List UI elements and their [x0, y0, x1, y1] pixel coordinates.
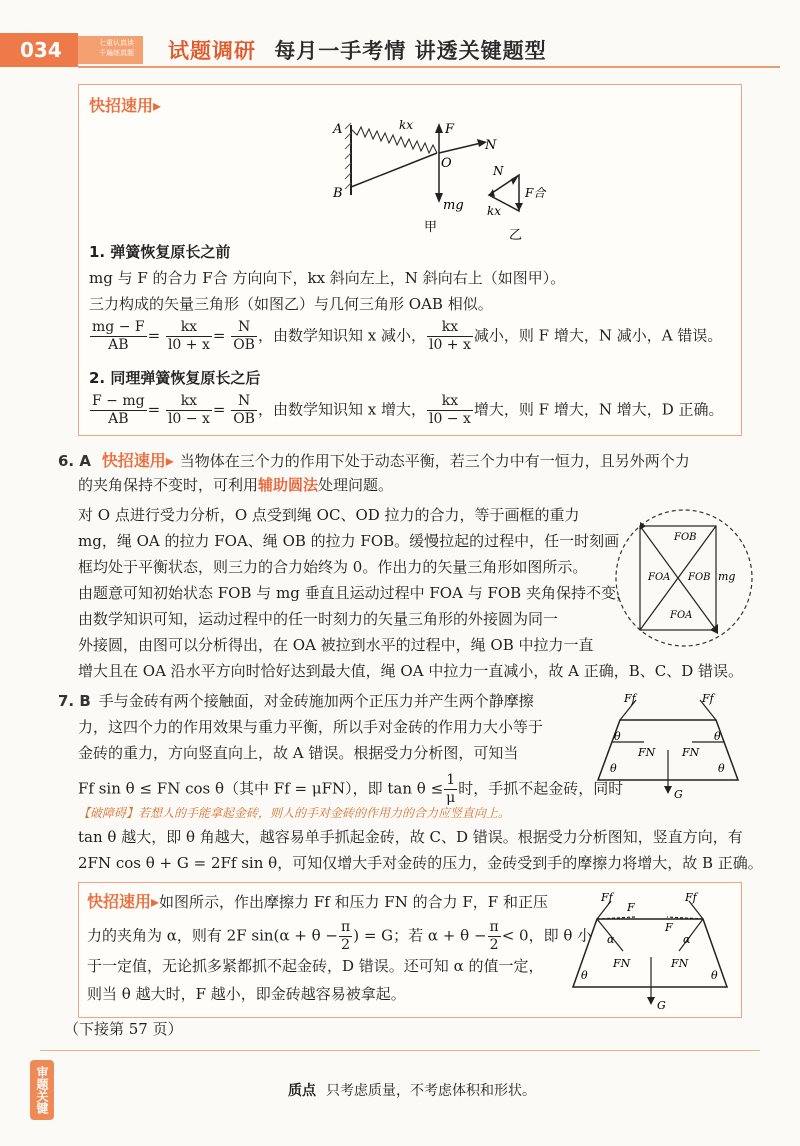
label-F: F [627, 901, 635, 914]
header-tagline: 七重认真读 千遍练真题 [99, 39, 134, 57]
label-FN: FN [638, 746, 656, 759]
label-FN: FN [671, 957, 689, 970]
fraction: $\frac{N}{OB}$ [233, 393, 255, 427]
label-mg: mg [718, 570, 736, 583]
paragraph: mg 与 F 的合力 F合 方向向下，kx 斜向左上，N 斜向右上（如图甲）。 [89, 269, 566, 287]
label-O: O [441, 156, 452, 171]
figure-yi [467, 155, 577, 245]
label-alpha: α [683, 933, 691, 946]
fraction: $\frac{N}{OB}$ [233, 319, 255, 353]
tip-box-1 [78, 84, 742, 436]
q6-body-line: 外接圆，由图可以分析得出，在 OA 被拉到水平的过程中，绳 OB 中拉力一直 [78, 636, 594, 654]
label-A: A [333, 122, 343, 137]
fraction: $\frac{\pi}{2}$ [489, 919, 499, 953]
section-heading: 1. 弹簧恢复原长之前 [89, 243, 231, 261]
box2-line-4: 则当 θ 越大时，F 越小，即金砖越容易被拿起。 [87, 985, 406, 1003]
label-Ff: Ff [624, 692, 636, 705]
label-kx: kx [399, 118, 414, 132]
q7-body-line: 力，这四个力的作用效果与重力平衡，所以手对金砖的作用力大小等于 [78, 718, 544, 736]
label-theta: θ [718, 762, 725, 775]
figure-gold-brick [590, 690, 750, 802]
figure-caption-jia: 甲 [424, 220, 438, 235]
footer-rule [40, 1050, 760, 1051]
label-mg: mg [443, 198, 464, 213]
label-FOB: FOB [674, 532, 697, 543]
label-N: N [485, 138, 497, 153]
q7-inequality-line: Ff sin θ ≤ FN cos θ（其中 Ff = μFN），即 tan θ ≤ $\frac{1}{\mu}$ 时，手抓不起金砖，同时 [78, 772, 624, 806]
label-G: G [657, 999, 666, 1012]
fraction: $\frac{kx}{l0 + x}$ [167, 319, 210, 353]
q7-body-line: 2FN cos θ + G = 2Ff sin θ，可知仅增大手对金砖的压力，金砖受到手的摩擦力将增大，故 B 正确。 [78, 854, 763, 872]
fraction: $\frac{kx}{l0 + x}$ [428, 319, 471, 353]
q7-body-line: 金砖的重力，方向竖直向上，故 A 错误。根据受力分析图，可知当 [78, 744, 519, 762]
q6-body-line: 框均处于平衡状态，则三力的合力始终为 0。作出力的矢量三角形如图所示。 [78, 558, 588, 576]
label-Ff: Ff [702, 692, 714, 705]
tip-box-2 [78, 882, 742, 1018]
box2-line-2: 力的夹角为 α，则有 2F sin(α + θ − $\frac{\pi}{2}$ ) = G；若 α + θ − $\frac{\pi}{2}$ < 0，即 θ 小 [87, 919, 593, 953]
label-FOA: FOA [648, 572, 671, 583]
label-F: F [445, 122, 455, 137]
q6-body-line: 由数学知识可知，运动过程中的任一时刻力的矢量三角形的外接圆为同一 [78, 610, 559, 628]
label-alpha: α [607, 933, 615, 946]
q6-body-line: mg，绳 OA 的拉力 FOA、绳 OB 的拉力 FOB。缓慢拉起的过程中，任一时刻画 [78, 532, 620, 550]
label-F: F [665, 921, 673, 934]
label-F-he: F合 [525, 186, 546, 200]
figure-caption-yi: 乙 [509, 228, 523, 243]
label-N: N [493, 164, 504, 178]
fraction: $\frac{kx}{l0 - x}$ [167, 393, 210, 427]
q7-body-line: tan θ 越大，即 θ 角越大，越容易单手抓起金砖，故 C、D 错误。根据受力分析图知，竖直方向，有 [78, 828, 743, 846]
figure-force-composition [567, 887, 737, 1015]
tip-box-label: 快招速用▸ [89, 96, 162, 115]
figure-auxiliary-circle [612, 506, 762, 656]
footer-definition: 质点 只考虑质量，不考虑体积和形状。 [288, 1083, 536, 1099]
label-theta: θ [581, 969, 588, 982]
label-G: G [674, 788, 683, 801]
label-theta: θ [614, 730, 621, 743]
label-FN: FN [682, 746, 700, 759]
label-FOA: FOA [670, 610, 693, 621]
label-Ff: Ff [601, 891, 613, 904]
q6-body-line: 增大且在 OA 沿水平方向时恰好达到最大值，绳 OA 中拉力一直减小，故 A 正确，B、C、D 错误。 [78, 662, 743, 680]
label-theta: θ [610, 762, 617, 775]
label-Ff: Ff [685, 891, 697, 904]
page-header [0, 0, 800, 75]
fraction: $\frac{mg - F}{AB}$ [92, 319, 145, 353]
annotation-note: 【破障碍】若想人的手能拿起金砖，则人的手对金砖的作用力的合力应竖直向上。 [78, 806, 511, 820]
section-heading: 2. 同理弹簧恢复原长之后 [89, 369, 261, 387]
highlight-term: 辅助圆法 [258, 476, 319, 494]
fraction: $\frac{1}{\mu}$ [446, 772, 456, 806]
label-kx: kx [487, 204, 502, 218]
label-theta: θ [711, 969, 718, 982]
continued-note: （下接第 57 页） [64, 1020, 183, 1038]
fraction: $\frac{kx}{l0 - x}$ [428, 393, 471, 427]
q6-body-line: 由题意可知初始状态 FOB 与 mg 垂直且运动过程中 FOA 与 FOB 夹角保持不变， [78, 584, 631, 602]
fraction: $\frac{F - mg}{AB}$ [92, 393, 145, 427]
label-B: B [333, 186, 343, 201]
page-number: 034 [0, 33, 78, 67]
label-FOB: FOB [688, 572, 711, 583]
box2-line-1: 快招速用▸如图所示，作出摩擦力 Ff 和压力 FN 的合力 F，F 和正压 [87, 892, 548, 911]
label-theta: θ [714, 730, 721, 743]
q6-body-line: 对 O 点进行受力分析，O 点受到绳 OC、OD 拉力的合力，等于画框的重力 [78, 506, 580, 524]
footer-term: 质点 [288, 1083, 316, 1099]
equation-2: $\frac{F - mg}{AB}$ = $\frac{kx}{l0 - x}$ = $\frac{N}{OB}$ ，由数学知识知 x 增大， $\frac{kx}{l0 - x}$ 增大，则 F 增大，N 增大，D 正确。 [92, 393, 724, 427]
fraction: $\frac{\pi}{2}$ [341, 919, 351, 953]
paragraph: 三力构成的矢量三角形（如图乙）与几何三角形 OAB 相似。 [89, 295, 493, 313]
question-6-line-2: 的夹角保持不变时，可利用辅助圆法处理问题。 [78, 476, 394, 494]
side-tab: 审题关键 [30, 1060, 54, 1120]
question-7-line-1: 7. B 手与金砖有两个接触面，对金砖施加两个正压力并产生两个静摩擦 [58, 692, 534, 710]
header-title: 试题调研 每月一手考情 讲透关键题型 [168, 39, 547, 63]
header-rule [78, 66, 780, 68]
label-FN: FN [613, 957, 631, 970]
question-6-line-1: 6. A 快招速用▸ 当物体在三个力的作用下处于动态平衡，若三个力中有一恒力，且另外两个力 [58, 451, 690, 470]
equation-1: $\frac{mg - F}{AB}$ = $\frac{kx}{l0 + x}$ = $\frac{N}{OB}$ ，由数学知识知 x 减小， $\frac{kx}{l0 + x}$ 减小，则 F 增大，N 减小，A 错误。 [92, 319, 723, 353]
box2-line-3: 于一定值，无论抓多紧都抓不起金砖，D 错误。还可知 α 的值一定， [87, 957, 544, 975]
